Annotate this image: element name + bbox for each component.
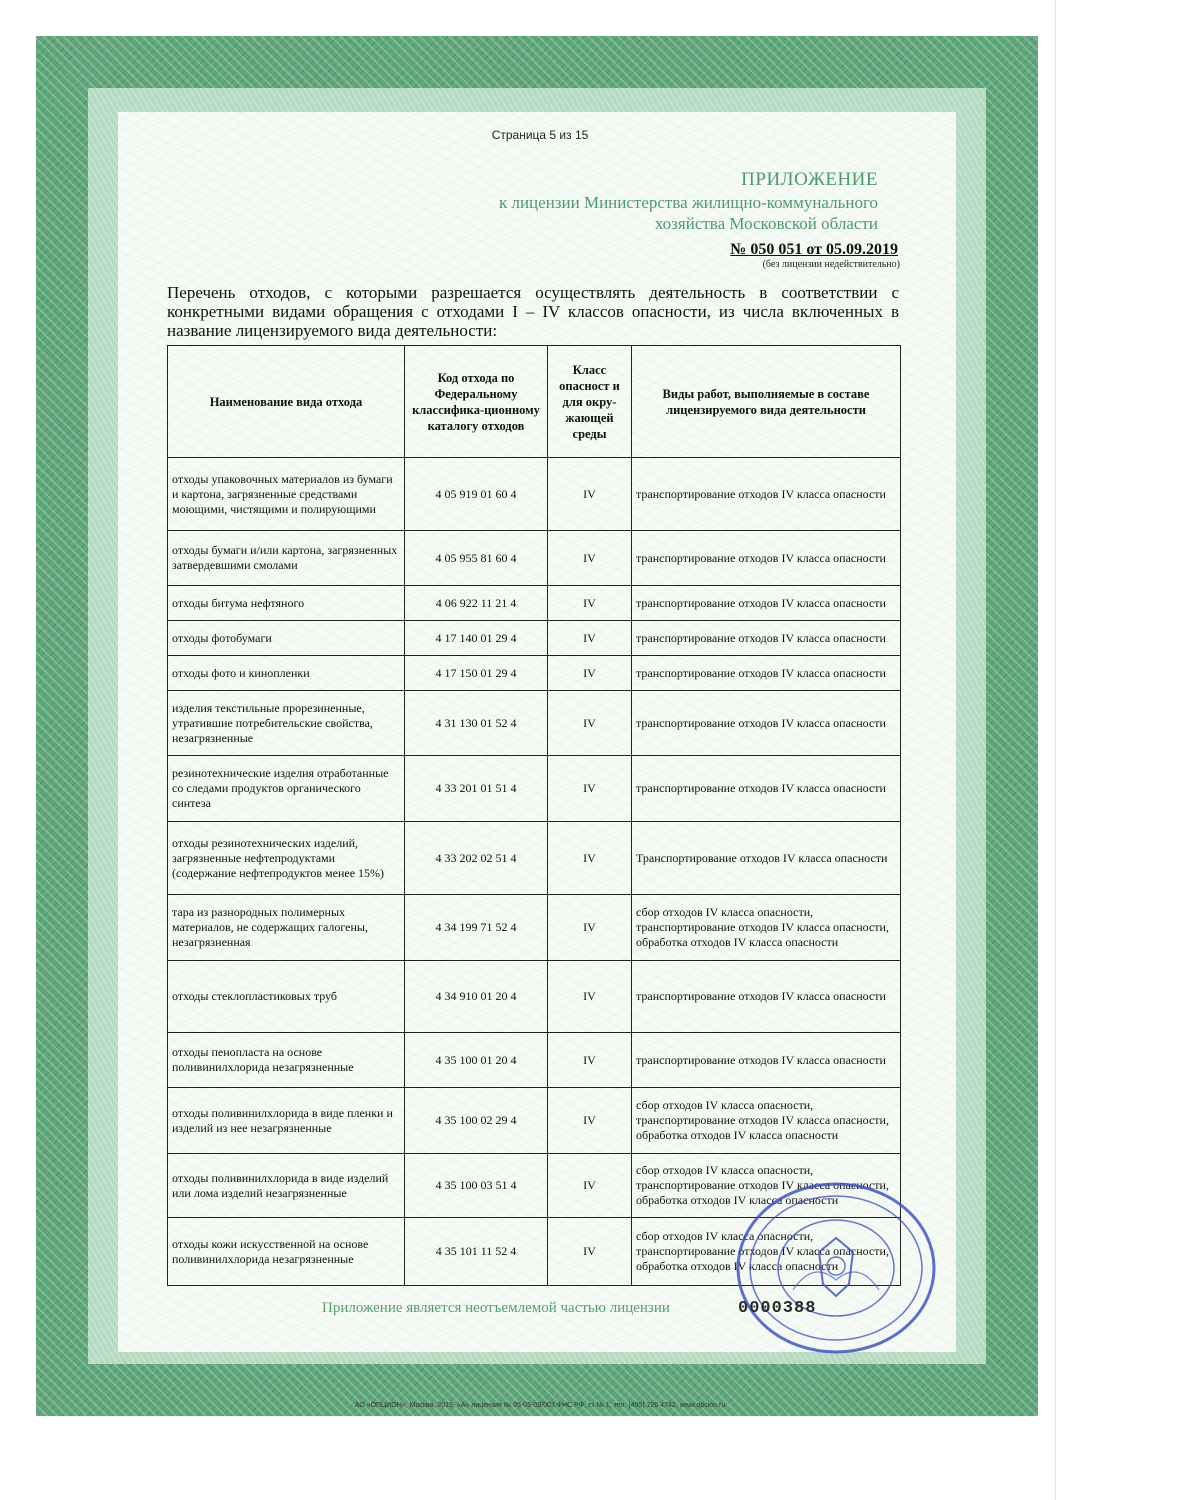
appendix-title: ПРИЛОЖЕНИЕ	[741, 169, 878, 190]
license-note: (без лицензии недействительно)	[762, 259, 900, 270]
hazard-class-cell: IV	[548, 621, 632, 656]
waste-code-cell: 4 34 910 01 20 4	[405, 961, 548, 1033]
official-seal	[733, 1180, 939, 1356]
hazard-class-cell: IV	[548, 586, 632, 621]
hazard-class-cell: IV	[548, 1154, 632, 1218]
waste-name-cell: отходы резинотехнических изделий, загрязненные нефтепродуктами (содержание нефтепродуктов менее 15%)	[168, 822, 405, 895]
table-row	[168, 756, 901, 822]
serial-number: 0000388	[738, 1299, 817, 1318]
appendix-subtitle	[358, 192, 878, 234]
work-types-cell: транспортирование отходов IV класса опасности	[632, 756, 901, 822]
waste-name-cell: отходы фото и кинопленки	[168, 656, 405, 691]
table-row	[168, 458, 901, 531]
sheet-edge	[1055, 0, 1056, 1500]
waste-name-cell: отходы поливинилхлорида в виде изделий или лома изделий незагрязненные	[168, 1154, 405, 1218]
waste-code-cell: 4 35 100 01 20 4	[405, 1033, 548, 1088]
waste-name-cell: тара из разнородных полимерных материалов, не содержащих галогены, незагрязненная	[168, 895, 405, 961]
intro-paragraph: Перечень отходов, с которыми разрешается осуществлять деятельность в соответствии с конкретными видами обращения с отходами I – IV классов опасности, из числа включенных в название лицензируемого вида деятельности:	[167, 283, 899, 340]
waste-name-cell: отходы пенопласта на основе поливинилхлорида незагрязненные	[168, 1033, 405, 1088]
work-types-cell: транспортирование отходов IV класса опасности	[632, 961, 901, 1033]
work-types-cell: сбор отходов IV класса опасности, транспортирование отходов IV класса опасности, обработка отходов IV класса опасности	[632, 895, 901, 961]
work-types-cell: сбор отходов IV класса опасности, транспортирование отходов IV класса опасности, обработка отходов IV класса опасности	[632, 1088, 901, 1154]
waste-code-cell: 4 34 199 71 52 4	[405, 895, 548, 961]
table-row	[168, 822, 901, 895]
hazard-class-cell: IV	[548, 656, 632, 691]
waste-table	[167, 345, 901, 1286]
work-types-cell: транспортирование отходов IV класса опасности	[632, 458, 901, 531]
hazard-class-cell: IV	[548, 531, 632, 586]
waste-name-cell: изделия текстильные прорезиненные, утратившие потребительские свойства, незагрязненные	[168, 691, 405, 756]
hazard-class-cell: IV	[548, 822, 632, 895]
hazard-class-cell: IV	[548, 458, 632, 531]
waste-name-cell: резинотехнические изделия отработанные со следами продуктов органического синтеза	[168, 756, 405, 822]
work-types-cell: транспортирование отходов IV класса опасности	[632, 621, 901, 656]
hazard-class-cell: IV	[548, 756, 632, 822]
table-row	[168, 656, 901, 691]
waste-name-cell: отходы стеклопластиковых труб	[168, 961, 405, 1033]
waste-code-cell: 4 17 140 01 29 4	[405, 621, 548, 656]
hazard-class-cell: IV	[548, 1088, 632, 1154]
table-row	[168, 586, 901, 621]
waste-code-cell: 4 35 100 03 51 4	[405, 1154, 548, 1218]
waste-name-cell: отходы бумаги и/или картона, загрязненных затвердевшими смолами	[168, 531, 405, 586]
table-header-row	[168, 346, 901, 458]
waste-code-cell: 4 17 150 01 29 4	[405, 656, 548, 691]
work-types-cell: Транспортирование отходов IV класса опасности	[632, 822, 901, 895]
waste-name-cell: отходы кожи искусственной на основе поливинилхлорида незагрязненные	[168, 1218, 405, 1286]
work-types-cell: сбор отходов IV класса опасности, транспортирование отходов IV класса опасности, обработка отходов IV класса опасности	[632, 1154, 901, 1218]
license-number: № 050 051 от 05.09.2019	[730, 241, 898, 258]
waste-code-cell: 4 31 130 01 52 4	[405, 691, 548, 756]
hazard-class-cell: IV	[548, 961, 632, 1033]
waste-code-cell: 4 05 955 81 60 4	[405, 531, 548, 586]
hazard-class-cell: IV	[548, 1218, 632, 1286]
footer-note: Приложение является неотъемлемой частью лицензии	[322, 1300, 670, 1316]
work-types-cell: транспортирование отходов IV класса опасности	[632, 1033, 901, 1088]
header-work-types: Виды работ, выполняемые в составе лицензируемого вида деятельности	[632, 346, 901, 458]
waste-code-cell: 4 33 202 02 51 4	[405, 822, 548, 895]
header-waste-code: Код отхода по Федеральному классифика-ционному каталогу отходов	[405, 346, 548, 458]
table-row	[168, 1033, 901, 1088]
work-types-cell: транспортирование отходов IV класса опасности	[632, 531, 901, 586]
waste-code-cell: 4 35 100 02 29 4	[405, 1088, 548, 1154]
waste-code-cell: 4 05 919 01 60 4	[405, 458, 548, 531]
table-row	[168, 691, 901, 756]
hazard-class-cell: IV	[548, 895, 632, 961]
header-waste-name: Наименование вида отхода	[168, 346, 405, 458]
hazard-class-cell: IV	[548, 1033, 632, 1088]
work-types-cell: транспортирование отходов IV класса опасности	[632, 656, 901, 691]
waste-name-cell: отходы фотобумаги	[168, 621, 405, 656]
waste-name-cell: отходы поливинилхлорида в виде пленки и изделий из нее незагрязненные	[168, 1088, 405, 1154]
appendix-subtitle-line1: к лицензии Министерства жилищно-коммунального	[498, 193, 878, 212]
waste-code-cell: 4 06 922 11 21 4	[405, 586, 548, 621]
table-row	[168, 621, 901, 656]
waste-name-cell: отходы битума нефтяного	[168, 586, 405, 621]
table-row	[168, 961, 901, 1033]
printer-line: АО «ОПЦИОН», Москва, 2019, «А» лицензия № 05-05-09/003 ФНС РФ, тз № 1, тел. (495) 726 4742, www.opcion.ru	[354, 1402, 726, 1409]
appendix-subtitle-line2: хозяйства Московской области	[654, 214, 878, 233]
table-row	[168, 1088, 901, 1154]
work-types-cell: транспортирование отходов IV класса опасности	[632, 691, 901, 756]
hazard-class-cell: IV	[548, 691, 632, 756]
waste-name-cell: отходы упаковочных материалов из бумаги и картона, загрязненные средствами моющими, чистящими и полирующими	[168, 458, 405, 531]
work-types-cell: сбор отходов IV класса опасности, транспортирование отходов IV класса опасности, обработка отходов IV класса опасности	[632, 1218, 901, 1286]
waste-code-cell: 4 33 201 01 51 4	[405, 756, 548, 822]
table-row	[168, 531, 901, 586]
waste-code-cell: 4 35 101 11 52 4	[405, 1218, 548, 1286]
work-types-cell: транспортирование отходов IV класса опасности	[632, 586, 901, 621]
table-row	[168, 895, 901, 961]
page-number: Страница 5 из 15	[491, 128, 589, 142]
header-hazard-class: Класс опасност и для окру-жающей среды	[548, 346, 632, 458]
